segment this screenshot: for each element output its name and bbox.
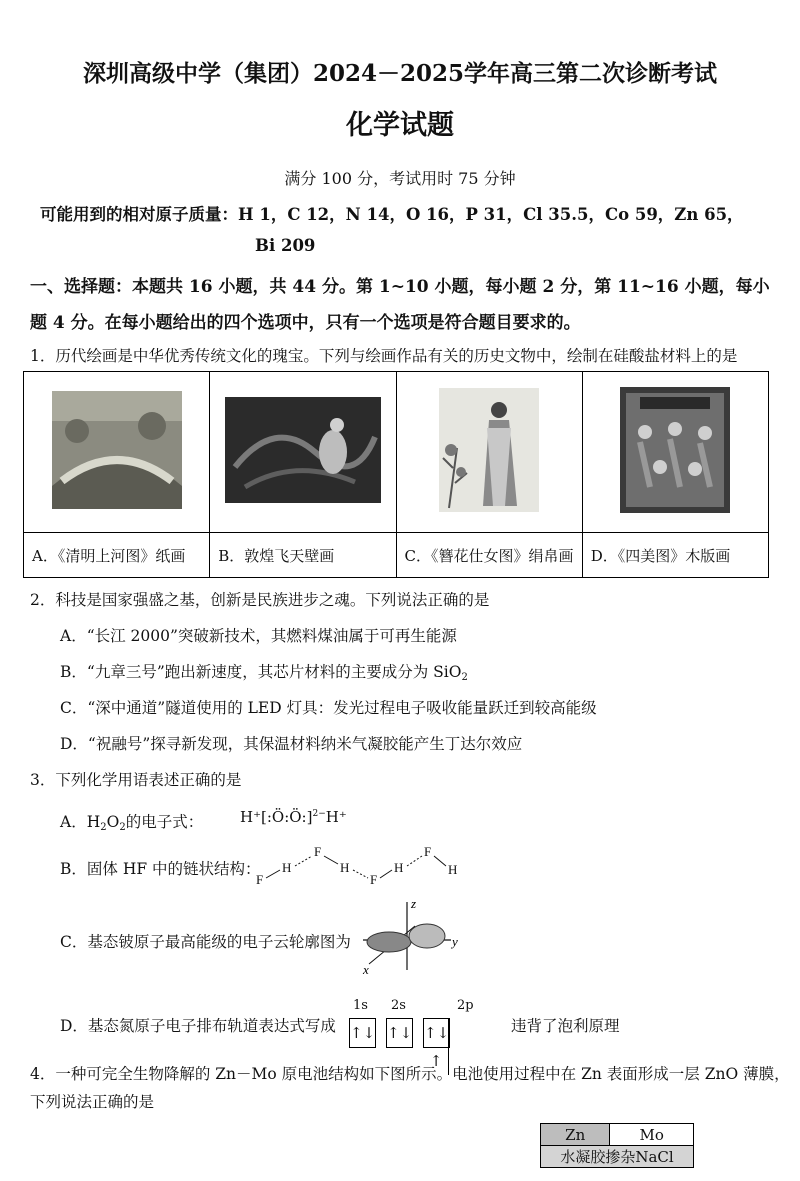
zn-electrode: Zn (541, 1124, 610, 1146)
svg-text:x: x (363, 962, 369, 977)
orbital-box-1s: ↑↓ (349, 1018, 376, 1048)
q1-image-a (24, 372, 210, 533)
svg-text:F: F (424, 844, 432, 859)
orbital-box-2s: ↑↓ (386, 1018, 413, 1048)
q4-stem-line1: 4．一种可完全生物降解的 Zn－Mo 原电池结构如下图所示。电池使用过程中在 Zn 表面形成一层 ZnO 薄膜， (30, 1065, 790, 1083)
q2-option-b[interactable]: B．“九章三号”跑出新速度，其芯片材料的主要成分为 SiO$_2$ (60, 663, 468, 683)
section-instruction-line1: 一、选择题：本题共 16 小题，共 44 分。第 1~10 小题，每小题 2 分，第 11~16 小题，每小 (30, 277, 770, 297)
q2-stem: 2．科技是国家强盛之基，创新是民族进步之魂。下列说法正确的是 (30, 591, 490, 609)
q1-option-a[interactable]: A．《清明上河图》纸画 (24, 533, 210, 578)
mo-electrode: Mo (610, 1124, 694, 1146)
q1-image-table (23, 371, 769, 578)
court-lady-painting-image (439, 388, 539, 512)
svg-text:z: z (411, 896, 417, 911)
svg-text:F: F (256, 872, 264, 887)
q3-option-d-prefix[interactable]: D．基态氮原子电子排布轨道表达式写成 (60, 1017, 336, 1035)
orbital-label-2s: 2s (391, 998, 406, 1013)
exam-info: 满分 100 分，考试用时 75 分钟 (284, 169, 516, 188)
q1-image-b (210, 372, 396, 533)
qingming-painting-image (52, 391, 182, 509)
svg-text:H: H (282, 860, 292, 875)
orbital-box-2p: ↑↓↑ (423, 1018, 450, 1048)
q1-option-c[interactable]: C．《簪花仕女图》绢帛画 (396, 533, 582, 578)
q3-option-d-suffix: 违背了泡利原理 (511, 1017, 620, 1035)
svg-text:y: y (452, 934, 458, 949)
q2-option-a[interactable]: A．“长江 2000”突破新技术，其燃料煤油属于可再生能源 (60, 627, 457, 645)
q1-image-c (396, 372, 582, 533)
q2-option-d[interactable]: D．“祝融号”探寻新发现，其保温材料纳米气凝胶能产生丁达尔效应 (60, 735, 523, 753)
q3-option-a[interactable]: A．$H_2O_2$的电子式： (60, 813, 204, 833)
exam-title: 深圳高级中学（集团）2024－2025学年高三第二次诊断考试 (82, 60, 718, 87)
four-beauties-woodblock-image (620, 387, 730, 513)
h2o2-electron-formula: H⁺[:Ö:Ö:]$^{2-}$H⁺ (240, 808, 347, 826)
atomic-mass-line1: 可能用到的相对原子质量：H 1，C 12，N 14，O 16，P 31，Cl 35.5，Co 59，Zn 65， (40, 205, 744, 224)
q4-stem-line2: 下列说法正确的是 (30, 1093, 155, 1111)
zn-mo-battery-diagram (540, 1123, 694, 1168)
svg-text:H: H (340, 860, 350, 875)
svg-text:F: F (314, 844, 322, 859)
hydrogel-electrolyte: 水凝胶掺杂NaCl (541, 1146, 694, 1168)
section-instruction-line2: 题 4 分。在每小题给出的四个选项中，只有一个选项是符合题目要求的。 (30, 313, 581, 333)
dunhuang-mural-image (225, 397, 381, 503)
q3-stem: 3．下列化学用语表述正确的是 (30, 771, 242, 789)
subject-title: 化学试题 (346, 110, 454, 141)
q1-option-d[interactable]: D．《四美图》木版画 (582, 533, 768, 578)
svg-text:H: H (448, 862, 458, 877)
svg-text:H: H (394, 860, 404, 875)
q1-stem: 1．历代绘画是中华优秀传统文化的瑰宝。下列与绘画作品有关的历史文物中，绘制在硅酸盐材料上的是 (30, 347, 738, 365)
q3-option-b[interactable]: B．固体 HF 中的链状结构： (60, 860, 261, 878)
q1-image-d (582, 372, 768, 533)
p-orbital-diagram (355, 896, 465, 978)
q2-option-c[interactable]: C．“深中通道”隧道使用的 LED 灯具：发光过程电子吸收能量跃迁到较高能级 (60, 699, 597, 717)
svg-text:F: F (370, 872, 378, 887)
orbital-label-1s: 1s (353, 998, 368, 1013)
orbital-label-2p: 2p (457, 998, 474, 1013)
hf-chain-structure (250, 842, 470, 890)
q1-option-b[interactable]: B．敦煌飞天壁画 (210, 533, 396, 578)
atomic-mass-line2: Bi 209 (255, 236, 316, 255)
q3-option-c[interactable]: C．基态铍原子最高能级的电子云轮廓图为 (60, 933, 351, 951)
